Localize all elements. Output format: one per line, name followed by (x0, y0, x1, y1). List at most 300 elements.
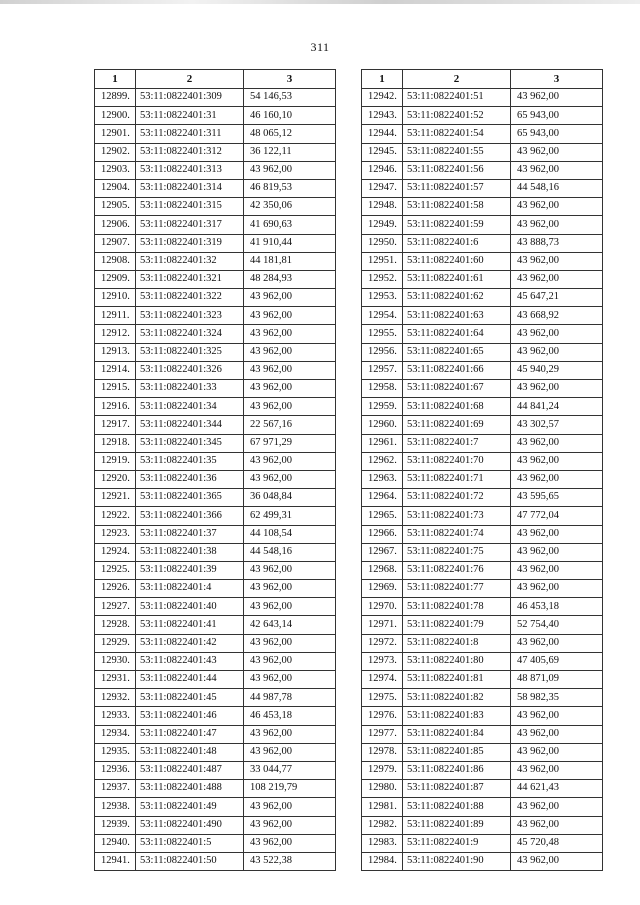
row-number: 12952. (362, 270, 403, 288)
cadastral-number: 53:11:0822401:46 (136, 707, 244, 725)
row-number: 12900. (95, 107, 136, 125)
cadastral-value: 43 888,73 (511, 234, 603, 252)
table-row (362, 161, 603, 179)
cadastral-number: 53:11:0822401:311 (136, 125, 244, 143)
row-number: 12906. (95, 216, 136, 234)
table-row (95, 616, 336, 634)
table-row (95, 652, 336, 670)
cadastral-value: 43 962,00 (511, 707, 603, 725)
cadastral-value: 48 065,12 (244, 125, 336, 143)
table-row (362, 616, 603, 634)
row-number: 12956. (362, 343, 403, 361)
row-number: 12961. (362, 434, 403, 452)
cadastral-number: 53:11:0822401:60 (403, 252, 511, 270)
cadastral-value: 43 962,00 (511, 525, 603, 543)
table-row (362, 252, 603, 270)
table-row (95, 107, 336, 125)
cadastral-number: 53:11:0822401:36 (136, 470, 244, 488)
cadastral-value: 43 962,00 (511, 580, 603, 598)
row-number: 12950. (362, 234, 403, 252)
table-row (362, 598, 603, 616)
cadastral-number: 53:11:0822401:88 (403, 798, 511, 816)
table-row (95, 671, 336, 689)
cadastral-value: 43 962,00 (244, 307, 336, 325)
cadastral-value: 65 943,00 (511, 107, 603, 125)
table-row (362, 89, 603, 107)
row-number: 12945. (362, 143, 403, 161)
table-row (95, 434, 336, 452)
cadastral-value: 43 962,00 (511, 89, 603, 107)
cadastral-number: 53:11:0822401:56 (403, 161, 511, 179)
table-row (362, 361, 603, 379)
table-row (95, 725, 336, 743)
cadastral-value: 46 160,10 (244, 107, 336, 125)
cadastral-value: 45 720,48 (511, 834, 603, 852)
row-number: 12947. (362, 179, 403, 197)
row-number: 12951. (362, 252, 403, 270)
row-number: 12942. (362, 89, 403, 107)
cadastral-number: 53:11:0822401:90 (403, 852, 511, 870)
row-number: 12976. (362, 707, 403, 725)
row-number: 12979. (362, 761, 403, 779)
table-row (95, 325, 336, 343)
table-row (95, 398, 336, 416)
cadastral-value: 44 108,54 (244, 525, 336, 543)
cadastral-number: 53:11:0822401:344 (136, 416, 244, 434)
table-row (362, 270, 603, 288)
row-number: 12948. (362, 198, 403, 216)
table-row (95, 489, 336, 507)
row-number: 12927. (95, 598, 136, 616)
cadastral-value: 44 548,16 (244, 543, 336, 561)
table-header-row (95, 70, 336, 89)
table-row (362, 834, 603, 852)
register-table-right-body (362, 89, 603, 871)
cadastral-number: 53:11:0822401:32 (136, 252, 244, 270)
table-row (362, 634, 603, 652)
row-number: 12965. (362, 507, 403, 525)
cadastral-value: 43 668,92 (511, 307, 603, 325)
cadastral-number: 53:11:0822401:65 (403, 343, 511, 361)
register-table-right (361, 69, 603, 871)
row-number: 12983. (362, 834, 403, 852)
cadastral-value: 43 962,00 (244, 380, 336, 398)
table-row (362, 434, 603, 452)
cadastral-value: 44 987,78 (244, 689, 336, 707)
table-row (362, 761, 603, 779)
cadastral-value: 43 962,00 (511, 761, 603, 779)
cadastral-value: 36 122,11 (244, 143, 336, 161)
cadastral-value: 44 621,43 (511, 780, 603, 798)
table-row (95, 89, 336, 107)
row-number: 12981. (362, 798, 403, 816)
cadastral-value: 47 772,04 (511, 507, 603, 525)
cadastral-number: 53:11:0822401:314 (136, 179, 244, 197)
row-number: 12978. (362, 743, 403, 761)
cadastral-number: 53:11:0822401:44 (136, 671, 244, 689)
table-row (95, 743, 336, 761)
table-row (95, 343, 336, 361)
cadastral-number: 53:11:0822401:72 (403, 489, 511, 507)
table-row (95, 834, 336, 852)
row-number: 12959. (362, 398, 403, 416)
cadastral-value: 41 910,44 (244, 234, 336, 252)
cadastral-number: 53:11:0822401:77 (403, 580, 511, 598)
cadastral-number: 53:11:0822401:40 (136, 598, 244, 616)
cadastral-number: 53:11:0822401:71 (403, 470, 511, 488)
row-number: 12960. (362, 416, 403, 434)
cadastral-number: 53:11:0822401:325 (136, 343, 244, 361)
cadastral-value: 45 940,29 (511, 361, 603, 379)
row-number: 12977. (362, 725, 403, 743)
table-row (95, 852, 336, 870)
table-row (95, 143, 336, 161)
row-number: 12919. (95, 452, 136, 470)
table-row (362, 380, 603, 398)
cadastral-number: 53:11:0822401:83 (403, 707, 511, 725)
cadastral-number: 53:11:0822401:79 (403, 616, 511, 634)
cadastral-number: 53:11:0822401:49 (136, 798, 244, 816)
row-number: 12911. (95, 307, 136, 325)
table-row (95, 216, 336, 234)
table-row (95, 525, 336, 543)
row-number: 12904. (95, 179, 136, 197)
row-number: 12923. (95, 525, 136, 543)
cadastral-value: 43 962,00 (244, 398, 336, 416)
row-number: 12973. (362, 652, 403, 670)
cadastral-value: 43 962,00 (244, 598, 336, 616)
cadastral-number: 53:11:0822401:39 (136, 561, 244, 579)
cadastral-value: 43 962,00 (244, 289, 336, 307)
cadastral-number: 53:11:0822401:33 (136, 380, 244, 398)
table-row (362, 398, 603, 416)
row-number: 12944. (362, 125, 403, 143)
row-number: 12920. (95, 470, 136, 488)
cadastral-value: 43 962,00 (244, 361, 336, 379)
cadastral-value: 43 962,00 (511, 325, 603, 343)
cadastral-number: 53:11:0822401:309 (136, 89, 244, 107)
row-number: 12902. (95, 143, 136, 161)
cadastral-value: 108 219,79 (244, 780, 336, 798)
cadastral-number: 53:11:0822401:87 (403, 780, 511, 798)
table-row (95, 561, 336, 579)
table-row (362, 198, 603, 216)
cadastral-value: 43 962,00 (511, 743, 603, 761)
cadastral-value: 43 962,00 (244, 634, 336, 652)
cadastral-number: 53:11:0822401:89 (403, 816, 511, 834)
cadastral-value: 46 819,53 (244, 179, 336, 197)
table-row (95, 798, 336, 816)
cadastral-number: 53:11:0822401:319 (136, 234, 244, 252)
register-table-left (94, 69, 336, 871)
cadastral-value: 43 962,00 (511, 470, 603, 488)
table-row (362, 343, 603, 361)
row-number: 12980. (362, 780, 403, 798)
cadastral-value: 43 962,00 (511, 161, 603, 179)
row-number: 12908. (95, 252, 136, 270)
cadastral-number: 53:11:0822401:59 (403, 216, 511, 234)
row-number: 12972. (362, 634, 403, 652)
row-number: 12967. (362, 543, 403, 561)
table-row (95, 761, 336, 779)
column-header-cadastral: 2 (403, 70, 511, 89)
cadastral-value: 43 962,00 (244, 343, 336, 361)
table-row (95, 707, 336, 725)
cadastral-number: 53:11:0822401:51 (403, 89, 511, 107)
cadastral-number: 53:11:0822401:85 (403, 743, 511, 761)
row-number: 12955. (362, 325, 403, 343)
cadastral-number: 53:11:0822401:78 (403, 598, 511, 616)
cadastral-value: 44 548,16 (511, 179, 603, 197)
row-number: 12939. (95, 816, 136, 834)
cadastral-value: 43 962,00 (244, 743, 336, 761)
cadastral-value: 43 962,00 (511, 216, 603, 234)
cadastral-number: 53:11:0822401:366 (136, 507, 244, 525)
table-row (95, 161, 336, 179)
cadastral-number: 53:11:0822401:324 (136, 325, 244, 343)
cadastral-number: 53:11:0822401:317 (136, 216, 244, 234)
row-number: 12958. (362, 380, 403, 398)
cadastral-number: 53:11:0822401:8 (403, 634, 511, 652)
cadastral-value: 45 647,21 (511, 289, 603, 307)
cadastral-value: 62 499,31 (244, 507, 336, 525)
row-number: 12937. (95, 780, 136, 798)
row-number: 12940. (95, 834, 136, 852)
table-row (95, 179, 336, 197)
row-number: 12969. (362, 580, 403, 598)
row-number: 12938. (95, 798, 136, 816)
row-number: 12941. (95, 852, 136, 870)
cadastral-value: 43 962,00 (511, 725, 603, 743)
cadastral-value: 36 048,84 (244, 489, 336, 507)
table-row (95, 416, 336, 434)
row-number: 12968. (362, 561, 403, 579)
cadastral-value: 44 841,24 (511, 398, 603, 416)
table-row (95, 780, 336, 798)
row-number: 12935. (95, 743, 136, 761)
row-number: 12974. (362, 671, 403, 689)
cadastral-value: 43 962,00 (511, 380, 603, 398)
row-number: 12929. (95, 634, 136, 652)
cadastral-number: 53:11:0822401:84 (403, 725, 511, 743)
row-number: 12964. (362, 489, 403, 507)
table-row (95, 125, 336, 143)
table-row (362, 707, 603, 725)
cadastral-number: 53:11:0822401:37 (136, 525, 244, 543)
table-row (95, 270, 336, 288)
cadastral-number: 53:11:0822401:80 (403, 652, 511, 670)
row-number: 12954. (362, 307, 403, 325)
cadastral-number: 53:11:0822401:82 (403, 689, 511, 707)
cadastral-number: 53:11:0822401:6 (403, 234, 511, 252)
row-number: 12916. (95, 398, 136, 416)
table-row (362, 179, 603, 197)
row-number: 12931. (95, 671, 136, 689)
cadastral-value: 43 962,00 (511, 198, 603, 216)
table-header-row (362, 70, 603, 89)
cadastral-value: 47 405,69 (511, 652, 603, 670)
table-row (362, 470, 603, 488)
table-row (362, 416, 603, 434)
row-number: 12953. (362, 289, 403, 307)
row-number: 12932. (95, 689, 136, 707)
cadastral-number: 53:11:0822401:312 (136, 143, 244, 161)
table-row (362, 780, 603, 798)
cadastral-value: 43 962,00 (511, 798, 603, 816)
cadastral-value: 43 522,38 (244, 852, 336, 870)
cadastral-number: 53:11:0822401:321 (136, 270, 244, 288)
cadastral-number: 53:11:0822401:81 (403, 671, 511, 689)
row-number: 12905. (95, 198, 136, 216)
table-row (362, 561, 603, 579)
row-number: 12962. (362, 452, 403, 470)
cadastral-number: 53:11:0822401:315 (136, 198, 244, 216)
cadastral-number: 53:11:0822401:47 (136, 725, 244, 743)
column-header-cadastral: 2 (136, 70, 244, 89)
row-number: 12970. (362, 598, 403, 616)
cadastral-value: 43 962,00 (244, 470, 336, 488)
row-number: 12957. (362, 361, 403, 379)
table-row (362, 652, 603, 670)
cadastral-value: 43 962,00 (511, 270, 603, 288)
row-number: 12901. (95, 125, 136, 143)
cadastral-value: 48 871,09 (511, 671, 603, 689)
table-row (95, 598, 336, 616)
table-row (362, 234, 603, 252)
row-number: 12915. (95, 380, 136, 398)
table-row (362, 489, 603, 507)
cadastral-value: 43 962,00 (511, 434, 603, 452)
cadastral-number: 53:11:0822401:488 (136, 780, 244, 798)
cadastral-number: 53:11:0822401:322 (136, 289, 244, 307)
column-header-number: 1 (362, 70, 403, 89)
cadastral-number: 53:11:0822401:42 (136, 634, 244, 652)
cadastral-value: 43 962,00 (244, 834, 336, 852)
table-row (95, 816, 336, 834)
table-row (362, 580, 603, 598)
row-number: 12971. (362, 616, 403, 634)
cadastral-value: 43 962,00 (244, 652, 336, 670)
row-number: 12914. (95, 361, 136, 379)
cadastral-value: 43 962,00 (511, 852, 603, 870)
cadastral-value: 43 962,00 (511, 343, 603, 361)
cadastral-value: 43 962,00 (511, 634, 603, 652)
cadastral-value: 43 962,00 (511, 561, 603, 579)
table-row (362, 689, 603, 707)
table-row (362, 852, 603, 870)
table-row (362, 125, 603, 143)
row-number: 12899. (95, 89, 136, 107)
row-number: 12909. (95, 270, 136, 288)
cadastral-number: 53:11:0822401:365 (136, 489, 244, 507)
row-number: 12910. (95, 289, 136, 307)
table-row (362, 289, 603, 307)
row-number: 12943. (362, 107, 403, 125)
row-number: 12907. (95, 234, 136, 252)
row-number: 12934. (95, 725, 136, 743)
cadastral-number: 53:11:0822401:45 (136, 689, 244, 707)
table-row (95, 580, 336, 598)
cadastral-number: 53:11:0822401:74 (403, 525, 511, 543)
row-number: 12966. (362, 525, 403, 543)
table-row (362, 307, 603, 325)
scan-edge (0, 0, 640, 4)
table-row (362, 743, 603, 761)
row-number: 12918. (95, 434, 136, 452)
cadastral-value: 42 643,14 (244, 616, 336, 634)
cadastral-value: 58 982,35 (511, 689, 603, 707)
row-number: 12922. (95, 507, 136, 525)
cadastral-number: 53:11:0822401:4 (136, 580, 244, 598)
cadastral-value: 43 962,00 (511, 543, 603, 561)
cadastral-number: 53:11:0822401:487 (136, 761, 244, 779)
cadastral-value: 43 962,00 (244, 452, 336, 470)
table-row (362, 107, 603, 125)
cadastral-value: 65 943,00 (511, 125, 603, 143)
table-row (362, 525, 603, 543)
cadastral-number: 53:11:0822401:64 (403, 325, 511, 343)
cadastral-number: 53:11:0822401:490 (136, 816, 244, 834)
column-header-number: 1 (95, 70, 136, 89)
row-number: 12930. (95, 652, 136, 670)
cadastral-value: 43 962,00 (244, 816, 336, 834)
register-table-left-body (95, 89, 336, 871)
cadastral-number: 53:11:0822401:75 (403, 543, 511, 561)
table-row (95, 307, 336, 325)
cadastral-value: 52 754,40 (511, 616, 603, 634)
row-number: 12913. (95, 343, 136, 361)
table-row (362, 216, 603, 234)
table-row (95, 543, 336, 561)
cadastral-value: 33 044,77 (244, 761, 336, 779)
cadastral-number: 53:11:0822401:54 (403, 125, 511, 143)
cadastral-number: 53:11:0822401:73 (403, 507, 511, 525)
table-row (95, 507, 336, 525)
cadastral-value: 22 567,16 (244, 416, 336, 434)
cadastral-number: 53:11:0822401:313 (136, 161, 244, 179)
cadastral-number: 53:11:0822401:63 (403, 307, 511, 325)
row-number: 12912. (95, 325, 136, 343)
cadastral-number: 53:11:0822401:52 (403, 107, 511, 125)
table-row (362, 143, 603, 161)
table-row (95, 380, 336, 398)
row-number: 12925. (95, 561, 136, 579)
row-number: 12949. (362, 216, 403, 234)
table-row (95, 689, 336, 707)
page-number: 311 (310, 40, 330, 54)
table-row (95, 252, 336, 270)
table-row (95, 452, 336, 470)
cadastral-number: 53:11:0822401:345 (136, 434, 244, 452)
cadastral-value: 43 962,00 (511, 816, 603, 834)
table-row (362, 725, 603, 743)
table-row (95, 470, 336, 488)
table-row (362, 798, 603, 816)
cadastral-number: 53:11:0822401:50 (136, 852, 244, 870)
cadastral-number: 53:11:0822401:55 (403, 143, 511, 161)
cadastral-value: 43 302,57 (511, 416, 603, 434)
cadastral-value: 43 962,00 (244, 161, 336, 179)
cadastral-number: 53:11:0822401:35 (136, 452, 244, 470)
cadastral-number: 53:11:0822401:41 (136, 616, 244, 634)
cadastral-value: 43 962,00 (244, 798, 336, 816)
table-row (362, 671, 603, 689)
row-number: 12924. (95, 543, 136, 561)
cadastral-value: 43 962,00 (244, 725, 336, 743)
cadastral-number: 53:11:0822401:66 (403, 361, 511, 379)
cadastral-value: 54 146,53 (244, 89, 336, 107)
table-row (95, 234, 336, 252)
